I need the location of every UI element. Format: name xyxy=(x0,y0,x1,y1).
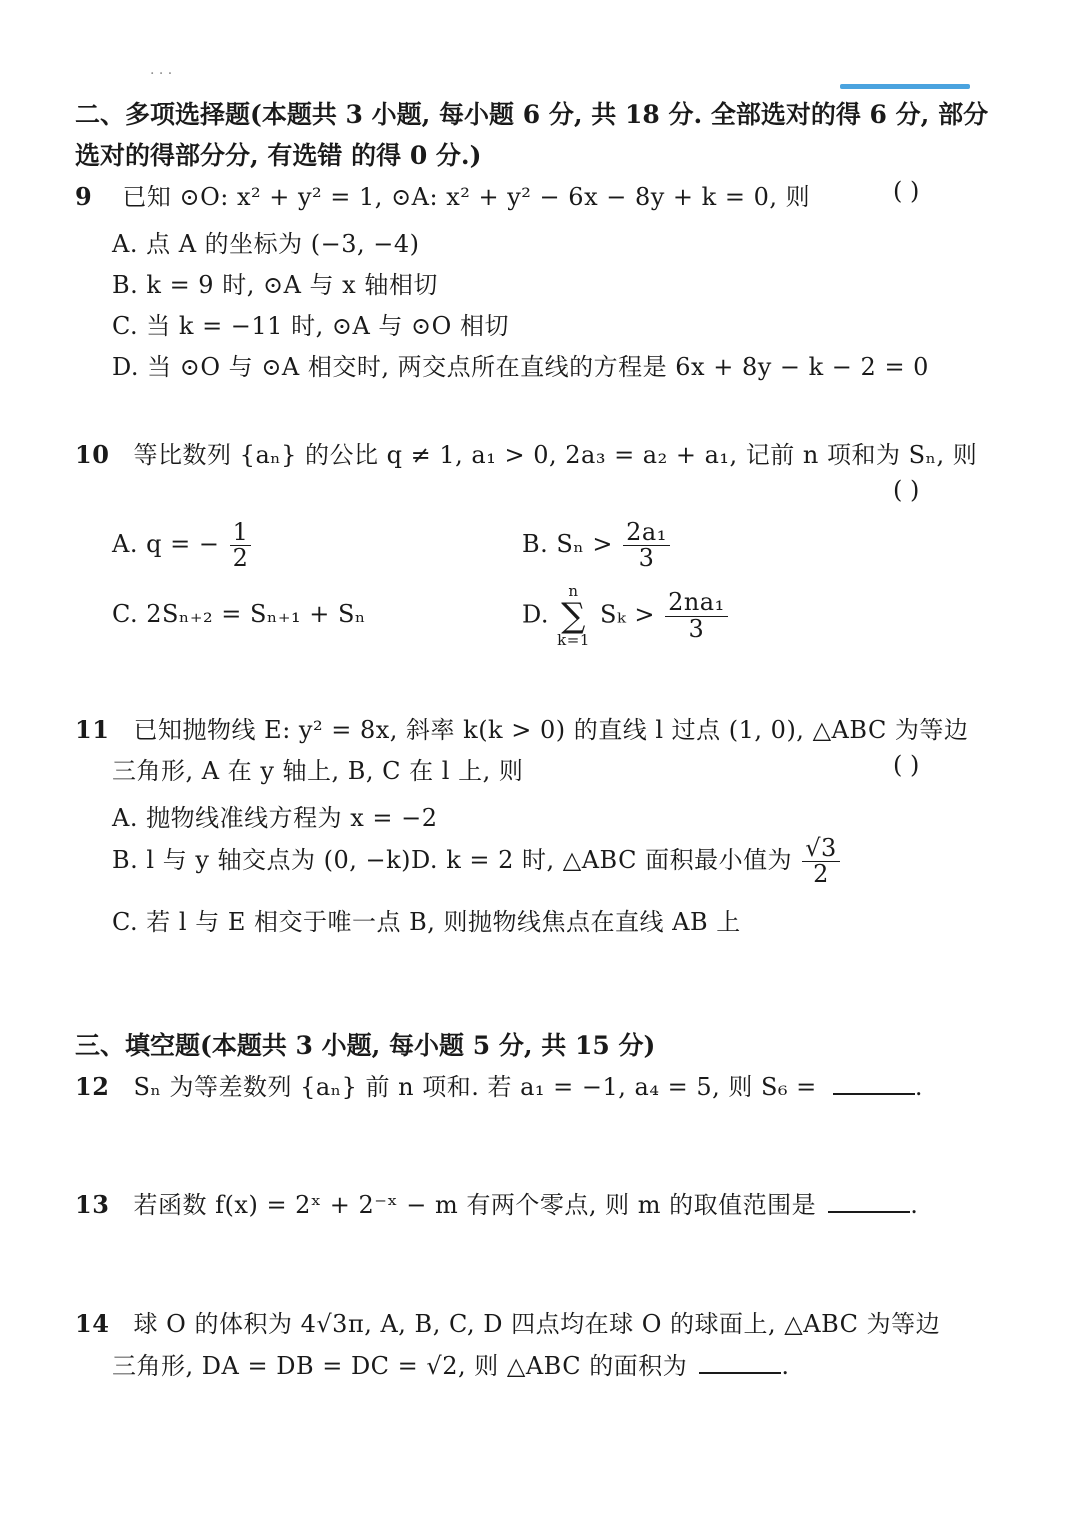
q10-option-b-num: 2a₁ xyxy=(623,520,670,546)
q10-option-b xyxy=(522,520,672,571)
q14-stem-line1: 球 O 的体积为 4√3π, A, B, C, D 四点均在球 O 的球面上, △ABC 为等边 xyxy=(133,1310,941,1338)
q12-stem: Sₙ 为等差数列 {aₙ} 前 n 项和. 若 a₁ = −1, a₄ = 5, 则 S₆ = xyxy=(133,1073,817,1101)
q10-stem-row xyxy=(75,435,977,470)
q14-row2 xyxy=(112,1346,790,1381)
q11-option-a: A. 抛物线准线方程为 x = −2 xyxy=(112,804,438,832)
q14-stem-line2: 三角形, DA = DB = DC = √2, 则 △ABC 的面积为 xyxy=(112,1352,688,1380)
q13-end: . xyxy=(910,1191,919,1219)
q10-sum-lower: k=1 xyxy=(557,631,590,649)
sigma-icon: ∑ xyxy=(561,596,586,636)
q10-option-d-mid: Sₖ > xyxy=(600,600,655,629)
q11-option-c: C. 若 l 与 E 相交于唯一点 B, 则抛物线焦点在直线 AB 上 xyxy=(112,908,741,936)
section2-title-line2: 选对的得部分分, 有选错 的得 0 分.) xyxy=(75,141,482,170)
q14-end: . xyxy=(781,1352,790,1380)
q10-option-a-prefix: A. q = − xyxy=(112,530,220,559)
q10-option-b-den: 3 xyxy=(638,544,655,573)
q9-number: 9 xyxy=(75,182,93,211)
q10-answer-paren[interactable]: ( ) xyxy=(893,476,920,504)
q12-answer-blank[interactable] xyxy=(833,1092,915,1095)
q12-number: 12 xyxy=(75,1072,110,1101)
q9-stem-row xyxy=(75,177,810,212)
q10-option-d xyxy=(522,584,730,648)
q11-stem-line1: 已知抛物线 E: y² = 8x, 斜率 k(k > 0) 的直线 l 过点 (1, 0), △ABC 为等边 xyxy=(133,716,969,744)
q11-stem-line2: 三角形, A 在 y 轴上, B, C 在 l 上, 则 xyxy=(112,757,524,785)
q9-option-b: B. k = 9 时, ⊙A 与 x 轴相切 xyxy=(112,271,438,299)
q11-answer-paren[interactable]: ( ) xyxy=(893,751,920,779)
q13-number: 13 xyxy=(75,1190,110,1219)
q13-row xyxy=(75,1185,918,1220)
q13-answer-blank[interactable] xyxy=(828,1210,910,1213)
q11-option-b-prefix: B. l 与 y 轴交点为 (0, −k)D. k = 2 时, △ABC 面积最小值为 xyxy=(112,846,793,875)
q9-stem: 已知 ⊙O: x² + y² = 1, ⊙A: x² + y² − 6x − 8y + k = 0, 则 xyxy=(122,183,811,211)
q11-stem-row xyxy=(75,710,968,745)
q13-stem: 若函数 f(x) = 2ˣ + 2⁻ˣ − m 有两个零点, 则 m 的取值范围是 xyxy=(133,1191,817,1219)
q9-option-a: A. 点 A 的坐标为 (−3, −4) xyxy=(112,230,420,258)
q10-sum-upper: n xyxy=(568,582,579,600)
q10-option-d-fraction xyxy=(665,590,728,641)
q12-row xyxy=(75,1067,923,1102)
section2-title-line1: 二、多项选择题(本题共 3 小题, 每小题 6 分, 共 18 分. 全部选对的得 6 分, 部分 xyxy=(75,100,989,129)
q14-stem-row xyxy=(75,1304,940,1339)
q11-option-b-den: 2 xyxy=(813,860,829,889)
q9-answer-paren[interactable]: ( ) xyxy=(893,177,920,205)
q10-stem: 等比数列 {aₙ} 的公比 q ≠ 1, a₁ > 0, 2a₃ = a₂ + a₁, 记前 n 项和为 Sₙ, 则 xyxy=(133,441,978,469)
top-scribble: · · · xyxy=(150,66,173,82)
q11-option-b-fraction xyxy=(802,836,840,887)
q14-answer-blank[interactable] xyxy=(699,1371,781,1374)
q10-option-d-den: 3 xyxy=(688,614,705,643)
q11-option-b-num: √3 xyxy=(802,836,840,862)
q10-number: 10 xyxy=(75,440,110,469)
q10-option-a-num: 1 xyxy=(230,520,252,546)
q14-number: 14 xyxy=(75,1309,110,1338)
q9-option-d: D. 当 ⊙O 与 ⊙A 相交时, 两交点所在直线的方程是 6x + 8y − k − 2 = 0 xyxy=(112,353,929,381)
q11-number: 11 xyxy=(75,715,110,744)
top-highlight-bar xyxy=(840,84,970,89)
q10-sum-symbol xyxy=(557,584,590,648)
q10-option-c: C. 2Sₙ₊₂ = Sₙ₊₁ + Sₙ xyxy=(112,600,366,628)
section3-title: 三、填空题(本题共 3 小题, 每小题 5 分, 共 15 分) xyxy=(75,1031,656,1060)
q11-option-b xyxy=(112,836,842,887)
q10-option-a-den: 2 xyxy=(232,544,249,573)
q10-option-a-fraction xyxy=(230,520,252,571)
q10-option-d-num: 2na₁ xyxy=(665,590,728,616)
q12-end: . xyxy=(914,1073,924,1101)
q10-option-b-fraction xyxy=(623,520,670,571)
q10-option-a xyxy=(112,520,253,571)
q10-option-d-prefix: D. xyxy=(522,600,550,629)
q9-option-c: C. 当 k = −11 时, ⊙A 与 ⊙O 相切 xyxy=(112,312,509,340)
q10-option-b-prefix: B. Sₙ > xyxy=(522,530,613,559)
